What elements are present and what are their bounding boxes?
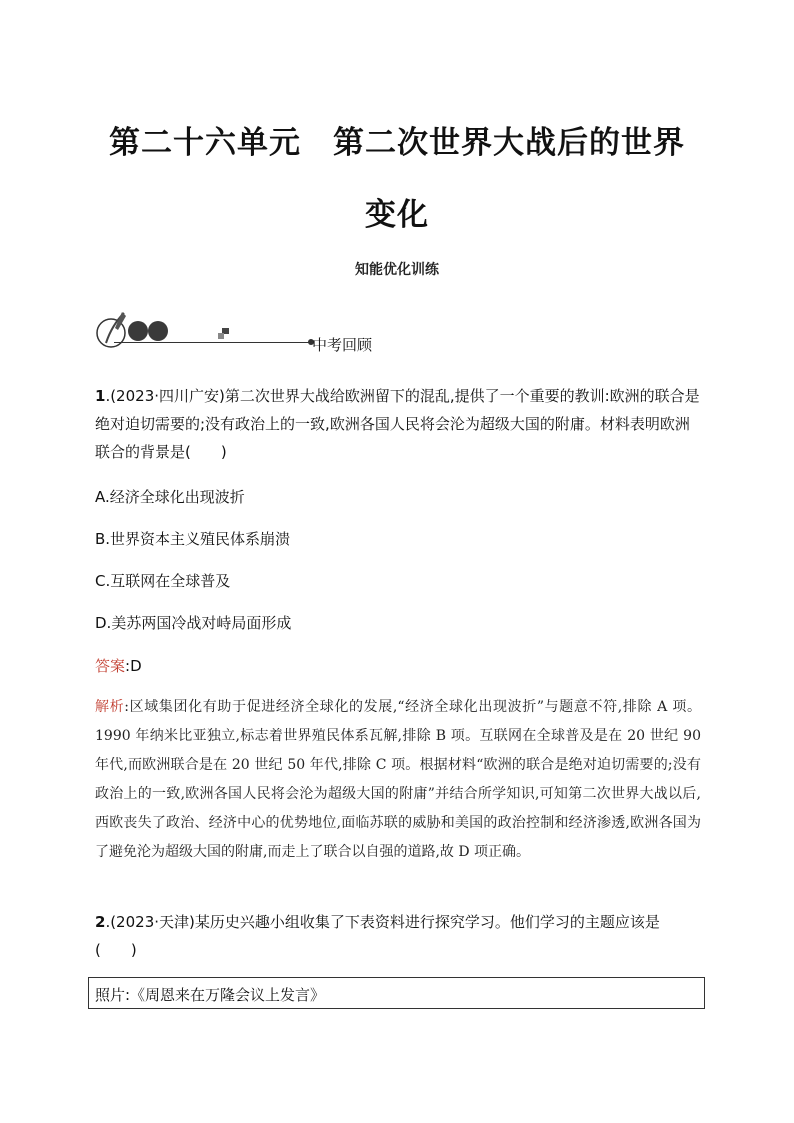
page-title-line2: 变化 (365, 197, 429, 233)
answer-value: :D (125, 657, 142, 675)
option-d: D.美苏两国冷战对峙局面形成 (95, 614, 292, 632)
section-divider (114, 342, 310, 343)
question-1-stem (95, 382, 701, 466)
option-a: A.经济全球化出现波折 (95, 488, 245, 506)
question-2-number: 2 (95, 913, 106, 931)
question-1-number: 1 (95, 387, 106, 405)
section-decoration-icon (94, 310, 184, 355)
question-1-text: .(2023·四川广安)第二次世界大战给欧洲留下的混乱,提供了一个重要的教训:欧洲的联合是绝对迫切需要的;没有政治上的一致,欧洲各国人民将会沦为超级大国的附庸。材料表明欧洲联合的背景是( ) (95, 387, 700, 461)
section-label: 中考回顾 (312, 336, 373, 354)
square-deco-icon (218, 328, 230, 340)
option-c: C.互联网在全球普及 (95, 572, 231, 590)
option-b: B.世界资本主义殖民体系崩溃 (95, 530, 291, 548)
table-cell: 照片:《周恩来在万隆会议上发言》 (95, 986, 326, 1004)
question-2-text: .(2023·天津)某历史兴趣小组收集了下表资料进行探究学习。他们学习的主题应该是( ) (95, 913, 660, 959)
page-subtitle: 知能优化训练 (355, 262, 439, 278)
answer-line (95, 655, 142, 676)
data-table (88, 977, 705, 1009)
question-2-stem (95, 908, 701, 964)
section-header (94, 310, 394, 355)
analysis-text: :区域集团化有助于促进经济全球化的发展,“经济全球化出现波折”与题意不符,排除 A 项。1990 年纳米比亚独立,标志着世界殖民体系瓦解,排除 B 项。互联网在全球普及是在 20 世纪 90 年代,而欧洲联合是在 20 世纪 50 年代,排除 C 项。根据材料“欧洲的联合是绝对迫切需要的;没有政治上的一致,欧洲各国人民将会沦为超级大国的附庸”并结合所学知识,可知第二次世界大战以后,西欧丧失了政治、经济中心的优势地位,面临苏联的威胁和美国的政治控制和经济渗透,欧洲各国为了避免沦为超级大国的附庸,而走上了联合以自强的道路,故 D 项正确。 (95, 699, 701, 860)
analysis-paragraph (95, 693, 701, 867)
analysis-label: 解析 (95, 699, 125, 715)
answer-label: 答案 (95, 657, 126, 675)
page-title-line1: 第二十六单元 第二次世界大战后的世界 (109, 125, 685, 161)
